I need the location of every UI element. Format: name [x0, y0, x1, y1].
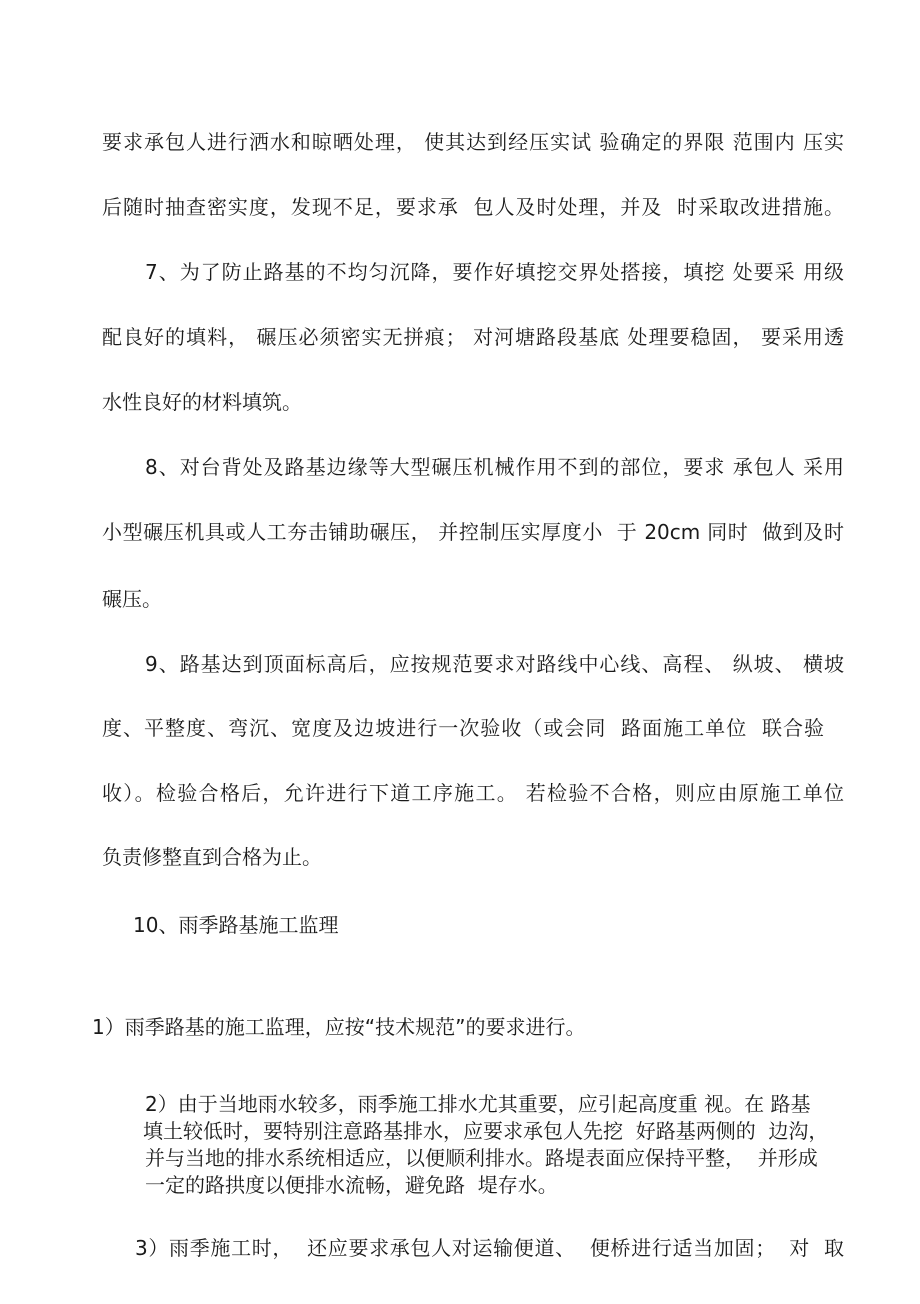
text-line: 2）由于当地雨水较多，雨季施工排水尤其重要，应引起高度重 视。在 路基 [145, 1092, 811, 1116]
text-line: 小型碾压机具或人工夯击铺助碾压， 并控制压实厚度小 于 20cm 同时 做到及时 [102, 520, 844, 544]
text-line: 后随时抽查密实度，发现不足，要求承 包人及时处理，并及 时采取改进措施。 [102, 195, 844, 219]
text-line: 碾压。 [102, 587, 162, 611]
text-line: 水性良好的材料填筑。 [102, 390, 302, 414]
text-line: 并与当地的排水系统相适应，以便顺利排水。路堤表面应保持平整， 并形成 [145, 1146, 818, 1170]
section-heading: 10、雨季路基施工监理 [133, 913, 339, 937]
text-line: 收）。检验合格后，允许进行下道工序施工。 若检验不合格，则应由原施工单位 [102, 781, 844, 805]
text-line: 填土较低时，要特别注意路基排水，应要求承包人先挖 好路基两侧的 边沟， [143, 1119, 829, 1143]
text-line: 9、路基达到顶面标高后，应按规范要求对路线中心线、高程、 纵坡、 横坡 [145, 652, 844, 676]
text-line: 8、对台背处及路基边缘等大型碾压机械作用不到的部位，要求 承包人 采用 [145, 455, 844, 479]
text-line: 1）雨季路基的施工监理，应按“技术规范”的要求进行。 [92, 1015, 586, 1039]
text-line: 3）雨季施工时， 还应要求承包人对运输便道、 便桥进行适当加固； 对 取 [135, 1236, 844, 1260]
text-line: 要求承包人进行洒水和晾晒处理， 使其达到经压实试 验确定的界限 范围内 压实 [102, 130, 844, 154]
text-line: 配良好的填料， 碾压必须密实无拼痕； 对河塘路段基底 处理要稳固， 要采用透 [102, 325, 844, 349]
text-line: 7、为了防止路基的不均匀沉降，要作好填挖交界处搭接，填挖 处要采 用级 [145, 260, 844, 284]
text-line: 负责修整直到合格为止。 [102, 845, 322, 869]
text-line: 度、平整度、弯沉、宽度及边坡进行一次验收（或会同 路面施工单位 联合验 [102, 716, 824, 740]
text-line: 一定的路拱度以便排水流畅，避免路 堤存水。 [145, 1173, 558, 1197]
paragraph [145, 1091, 865, 1199]
